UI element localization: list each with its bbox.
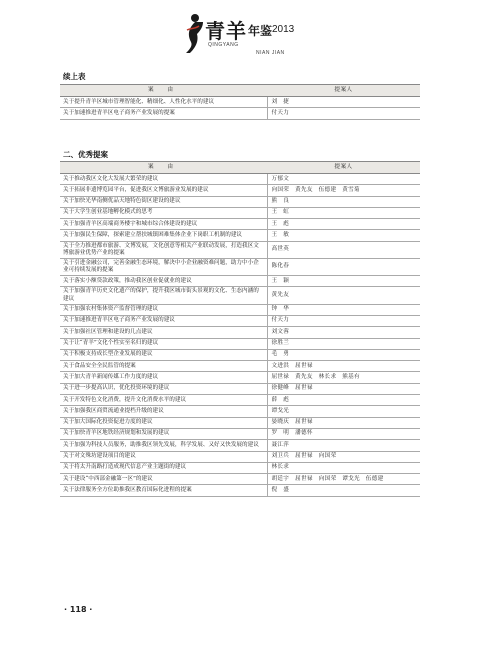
table-header-row [60, 85, 420, 97]
proposer-cell: 胡廷宇 屈世禄 向国荣 谭戈光 伍德建 [267, 474, 420, 485]
proposer-cell: 林长求 [267, 462, 420, 473]
proposal-case-cell: 关于提升青羊区城市管理智能化、精细化、人性化水平的建议 [60, 97, 267, 108]
proposal-case-cell: 关于加强青羊历史文化遗产的保护，提升我区城市街头景观的文化、生态内涵的建议 [60, 287, 267, 304]
proposal-case-cell: 关于进一步提高认识，优化投资环境的建议 [60, 383, 267, 394]
proposal-case-cell: 关于引进金融公司，完善金融生态环境，解决中小企业融资难问题，助力中小企业可持续发展的提案 [60, 258, 267, 275]
proposal-case-cell: 关于建设“中西部金融第一区”的建议 [60, 474, 267, 485]
proposer-cell: 徐胜兰 [267, 338, 420, 349]
proposer-cell: 刘 捷 [267, 97, 420, 108]
proposer-cell: 王 虹 [267, 207, 420, 218]
proposer-cell: 罗 明 潘德怀 [267, 428, 420, 439]
proposer-cell: 黄先友 [267, 287, 420, 304]
proposal-case-cell: 关于法律服务全方位助推我区教育国际化进程的提案 [60, 485, 267, 496]
table-header-row [60, 162, 420, 174]
proposer-cell: 倪 盛 [267, 485, 420, 496]
proposal-case-cell: 关于加快青羊区地铁经济规划和发展的建议 [60, 428, 267, 439]
table-row [60, 230, 420, 241]
logo-year: 2013 [272, 24, 295, 35]
table-row [60, 185, 420, 196]
table-row [60, 349, 420, 360]
proposer-cell: 屈世禄 黄先友 林长求 熊基有 [267, 372, 420, 383]
proposal-case-cell: 关于加强民生保障，探索建立帮扶城镇困难集体企业下岗职工机制的建议 [60, 230, 267, 241]
table-row [60, 462, 420, 473]
proposer-cell: 向国荣 黄先友 伍德建 黄雪菊 [267, 185, 420, 196]
table-row [60, 304, 420, 315]
proposal-case-cell: 关于对文殊坊建设项目的建议 [60, 451, 267, 462]
proposer-cell: 聂江萍 [267, 440, 420, 451]
table-row [60, 361, 420, 372]
table-row [60, 219, 420, 230]
proposer-cell: 徐健峰 屈世禄 [267, 383, 420, 394]
proposer-cell: 钟 华 [267, 304, 420, 315]
table-row [60, 207, 420, 218]
table-row [60, 417, 420, 428]
table-row [60, 451, 420, 462]
logo-subtitle: 年鉴 [248, 24, 273, 38]
logo-pinyin-secondary: NIAN JIAN [256, 50, 285, 56]
table-row [60, 383, 420, 394]
proposal-case-cell: 关于让“青羊”文化个性实至名归的建议 [60, 338, 267, 349]
excellent-proposal-table [60, 161, 420, 497]
column-header-case: 案 由 [60, 85, 267, 97]
table-row [60, 395, 420, 406]
proposer-cell: 薛 彪 [267, 395, 420, 406]
table-row [60, 338, 420, 349]
proposal-case-cell: 关于拓展非遗博览园平台，促进我区文博旅游业发展的建议 [60, 185, 267, 196]
proposer-cell: 文进洪 屈世禄 [267, 361, 420, 372]
column-header-proposer: 提案人 [267, 162, 420, 174]
proposal-case-cell: 关于加速推进青羊区电子商务产业发展的提案 [60, 108, 267, 119]
proposer-cell: 万郁文 [267, 174, 420, 185]
page-header [0, 0, 480, 62]
proposal-case-cell: 关于加快光华南侧优品天地特色街区建设的建议 [60, 196, 267, 207]
proposal-case-cell: 关于积极支持成长型企业发展的建议 [60, 349, 267, 360]
proposal-case-cell: 关于加强为科技人员服务，助推我区领先发展，科学发展、又好又快发展的建议 [60, 440, 267, 451]
proposer-cell: 毛 勇 [267, 349, 420, 360]
proposal-case-cell: 关于开发特色文化消费，提升文化消费水平的建议 [60, 395, 267, 406]
proposal-case-cell: 关于加速推进青羊区电子商务产业发展的建议 [60, 315, 267, 326]
proposer-cell: 谭戈光 [267, 406, 420, 417]
table-row [60, 258, 420, 275]
excellent-section-title: 二、优秀提案 [63, 150, 108, 159]
table-row [60, 327, 420, 338]
table-row [60, 174, 420, 185]
proposal-case-cell: 关于加大国际化投资促进力度的建议 [60, 417, 267, 428]
logo-pinyin: QINGYANG [208, 42, 239, 48]
proposer-cell: 付天力 [267, 108, 420, 119]
proposer-cell: 熊 良 [267, 196, 420, 207]
proposer-cell: 王 彪 [267, 219, 420, 230]
table-row [60, 315, 420, 326]
proposer-cell: 刘文蓉 [267, 327, 420, 338]
proposal-case-cell: 关于加强农村集体资产监督管理的建议 [60, 304, 267, 315]
page-number: · 118 · [64, 605, 93, 614]
table-row [60, 108, 420, 119]
proposal-case-cell: 关于加强青羊区高端商务楼宇和城市综合体建设的建议 [60, 219, 267, 230]
proposal-case-cell: 关于加强我区商贸流通业提档升级的建议 [60, 406, 267, 417]
proposal-case-cell: 关于将太升南路打造成现代信息产业主题街的建议 [60, 462, 267, 473]
proposal-case-cell: 关于落实小额贷款政策，推动我区创业促就业的建议 [60, 276, 267, 287]
dancer-figure-icon [183, 12, 205, 54]
proposer-cell: 刘卫兵 屈世禄 向国荣 [267, 451, 420, 462]
proposal-case-cell: 关于加大青羊新闻传媒工作力度的建议 [60, 372, 267, 383]
continued-proposal-table [60, 84, 420, 120]
proposer-cell: 王 颖 [267, 276, 420, 287]
table-row [60, 287, 420, 304]
proposer-cell: 陈化春 [267, 258, 420, 275]
table-row [60, 97, 420, 108]
column-header-proposer: 提案人 [267, 85, 420, 97]
proposer-cell: 王 敏 [267, 230, 420, 241]
proposal-case-cell: 关于推动我区文化大发展大繁荣的建议 [60, 174, 267, 185]
column-header-case: 案 由 [60, 162, 267, 174]
proposer-cell: 高世英 [267, 241, 420, 258]
table-row [60, 196, 420, 207]
table-row [60, 241, 420, 258]
table-row [60, 474, 420, 485]
table-row [60, 485, 420, 496]
proposal-case-cell: 关于食品安全全民监管的提案 [60, 361, 267, 372]
table-row [60, 276, 420, 287]
proposal-case-cell: 关于全力推进都市旅游、文博发展，文化创意等相关产业联动发展，打造我区文博旅游业优势产业的提案 [60, 241, 267, 258]
proposal-case-cell: 关于加强社区管理和建设的几点建议 [60, 327, 267, 338]
table-row [60, 372, 420, 383]
proposal-case-cell: 关于大学生创业基地孵化模式的思考 [60, 207, 267, 218]
continued-table-label: 续上表 [63, 72, 86, 81]
table-row [60, 406, 420, 417]
proposer-cell: 晏晓庆 屈世禄 [267, 417, 420, 428]
table-row [60, 428, 420, 439]
proposer-cell: 付天力 [267, 315, 420, 326]
logo-title: 青羊 [205, 19, 247, 43]
table-row [60, 440, 420, 451]
